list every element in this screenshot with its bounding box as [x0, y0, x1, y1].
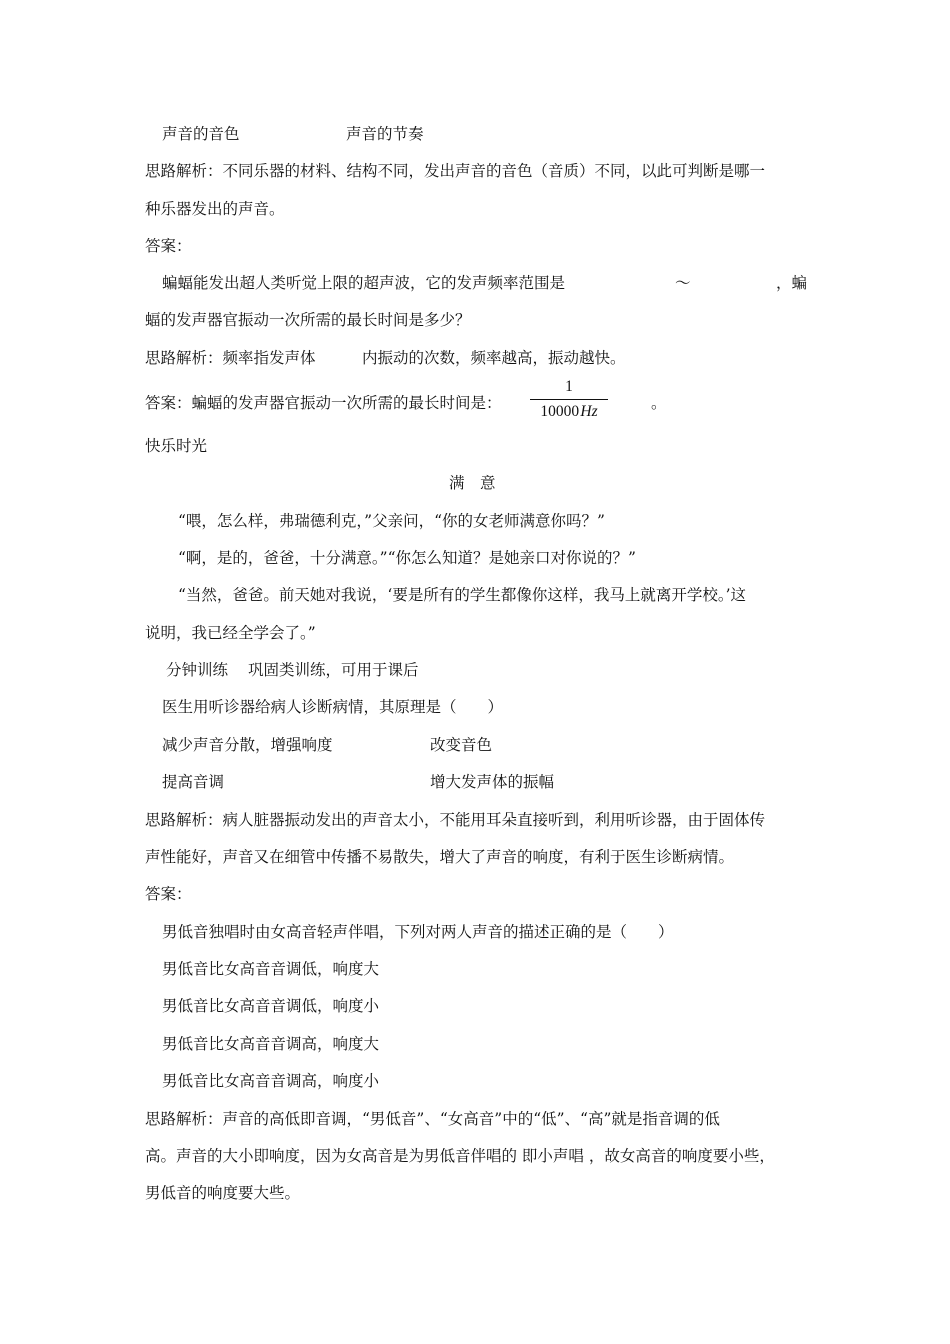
story-paragraph: “当然，爸爸。前天她对我说，‘要是所有的学生都像你这样，我马上就离开学校。’这	[178, 586, 747, 604]
fraction-denominator: 10000 Hz	[540, 403, 598, 420]
analysis-line: 种乐器发出的声音。	[145, 200, 285, 218]
analysis-line: 思路解析：病人脏器振动发出的声音太小，不能用耳朵直接听到，利用听诊器，由于固体传	[145, 811, 766, 829]
option-a: 男低音比女高音音调低，响度大	[162, 960, 380, 978]
story-paragraph: “喂，怎么样，弗瑞德利克，”父亲问，“你的女老师满意你吗？”	[178, 512, 605, 530]
answer-label: 答案：	[145, 885, 192, 903]
option-b: 改变音色	[430, 736, 493, 754]
story-title: 满 意	[449, 474, 496, 492]
range-tilde: ～	[675, 274, 691, 292]
analysis-line: 声性能好，声音又在细管中传播不易散失，增大了声音的响度，有利于医生诊断病情。	[145, 848, 735, 866]
question-stem-end: ，蝙	[776, 274, 808, 292]
option-b: 男低音比女高音音调低，响度小	[162, 997, 380, 1015]
question-stem: 医生用听诊器给病人诊断病情，其原理是（ ）	[162, 698, 504, 716]
analysis-line: 男低音的响度要大些。	[145, 1184, 301, 1202]
story-paragraph: 说明，我已经全学会了。”	[145, 624, 316, 642]
analysis-line: 内振动的次数，频率越高，振动越快。	[362, 349, 626, 367]
option-d: 男低音比女高音音调高，响度小	[162, 1072, 380, 1090]
option-c: 提高音调	[162, 773, 225, 791]
analysis-line: 高。声音的大小即响度，因为女高音是为男低音伴唱的 即小声唱 ，故女高音的响度要小些，	[145, 1147, 775, 1165]
analysis-line: 思路解析：声音的高低即音调，“男低音”、“女高音”中的“低”、“高”就是指音调的低	[145, 1110, 720, 1128]
answer-label: 答案：	[145, 237, 192, 255]
question-stem: 蝙蝠能发出超人类听觉上限的超声波，它的发声频率范围是	[162, 274, 566, 292]
option-d: 声音的节奏	[346, 125, 424, 143]
question-stem: 男低音独唱时由女高音轻声伴唱，下列对两人声音的描述正确的是（ ）	[162, 923, 674, 941]
option-d: 增大发声体的振幅	[430, 773, 555, 791]
question-stem: 蝠的发声器官振动一次所需的最长时间是多少？	[145, 311, 471, 329]
training-subheader: 巩固类训练，可用于课后	[248, 661, 419, 679]
story-paragraph: “啊，是的，爸爸，十分满意。”“你怎么知道？是她亲口对你说的？”	[178, 549, 636, 567]
analysis-line: 思路解析：频率指发声体	[145, 349, 316, 367]
fraction-bar	[530, 399, 608, 400]
option-c: 男低音比女高音音调高，响度大	[162, 1035, 380, 1053]
option-a: 减少声音分散，增强响度	[162, 736, 333, 754]
training-header: 分钟训练	[166, 661, 229, 679]
answer-line: 答案：蝙蝠的发声器官振动一次所需的最长时间是：	[145, 394, 502, 412]
fraction	[530, 376, 608, 423]
analysis-line: 思路解析：不同乐器的材料、结构不同，发出声音的音色（音质）不同，以此可判断是哪一	[145, 162, 766, 180]
section-heading: 快乐时光	[145, 437, 208, 455]
answer-end: 。	[651, 394, 667, 412]
fraction-numerator: 1	[565, 378, 573, 395]
option-c: 声音的音色	[162, 125, 240, 143]
